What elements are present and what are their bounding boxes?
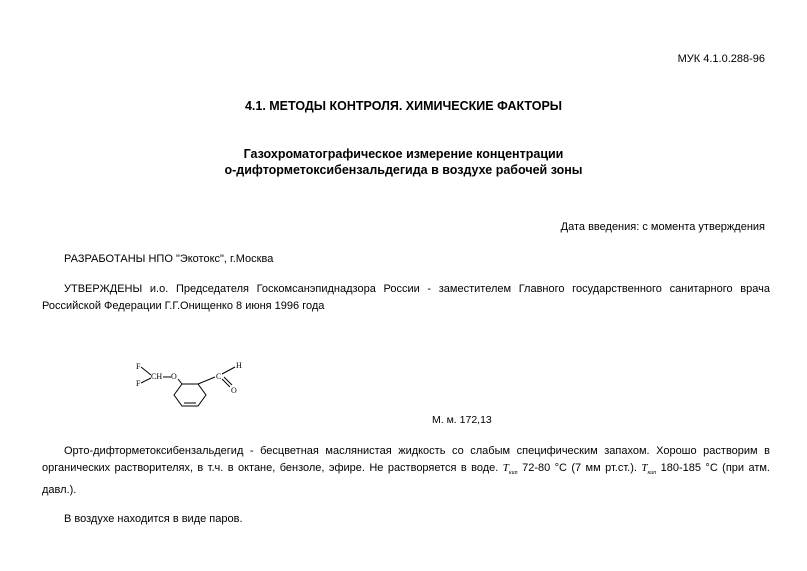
description-text-2: 72-80 °С (7 мм рт.ст.). [517,462,642,474]
boiling-point-symbol: $T_{кип}$ [502,462,518,477]
molecular-mass: М. м. 172,13 [432,414,492,426]
document-code: МУК 4.1.0.288-96 [677,53,765,65]
atom-f-top: F [136,362,141,371]
air-state-paragraph: В воздухе находится в виде паров. [64,513,243,525]
developed-by-paragraph: РАЗРАБОТАНЫ НПО "Экотокс", г.Москва [64,253,274,265]
description-paragraph [42,443,770,499]
structural-formula [130,356,260,412]
document-title-line-1: Газохроматографическое измерение концентрации [243,147,564,161]
boiling-point-symbol-2: $T_{кип}$ [641,462,657,477]
document-title [0,146,807,178]
approved-by-paragraph: УТВЕРЖДЕНЫ и.о. Председателя Госкомсанэпиднадзора России - заместителем Главного государственного санитарного врача Российской Федерации Г.Г.Онищенко 8 июня 1996 года [42,283,770,312]
atom-f-bottom: F [136,379,141,388]
atom-c-aldehyde: C [216,372,222,381]
atom-o-carbonyl: O [231,386,237,395]
description-text-3: 180-185 °С (при атм. давл.). [42,462,770,497]
introduction-date: Дата введения: с момента утверждения [560,221,765,233]
group-ch: CH [151,372,163,381]
atom-h-aldehyde: H [236,361,242,370]
section-title: 4.1. МЕТОДЫ КОНТРОЛЯ. ХИМИЧЕСКИЕ ФАКТОРЫ [244,99,563,113]
atom-o-ether: O [171,372,177,381]
description-text-1: Орто-дифторметоксибензальдегид - бесцветная маслянистая жидкость со слабым специфическим запахом. Хорошо растворим в органических растворителях, в т.ч. в октане, бензоле, эфире. Не растворяется в воде. [42,445,770,474]
document-title-line-2: о-дифторметоксибензальдегида в воздухе рабочей зоны [224,163,583,177]
